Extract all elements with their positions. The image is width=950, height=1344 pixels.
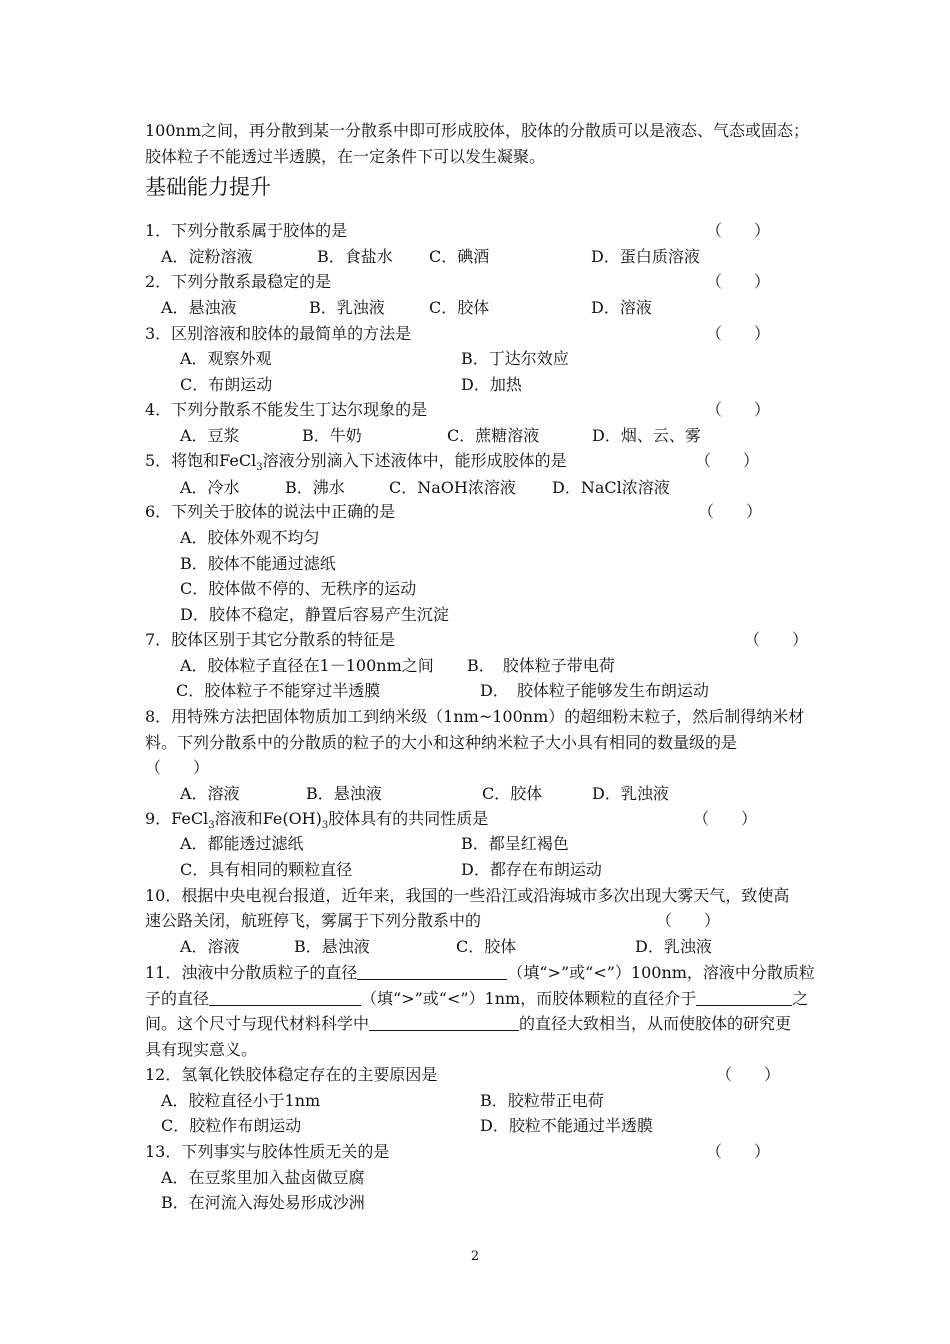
q2-option-d: D．溶液 [591,298,652,317]
q3-option-b: B．丁达尔效应 [461,349,569,368]
q3-option-a: A．观察外观 [180,349,272,368]
q7-stem: 7．胶体区别于其它分散系的特征是 [145,630,396,649]
q11-blank-2[interactable] [209,989,361,1006]
q4-option-b: B．牛奶 [302,426,362,445]
q2-option-a: A．悬浊液 [161,298,237,317]
q11-text-7: 的直径大致相当，从而使胶体的研究更 [519,1014,792,1033]
q9-answer-paren: （ ） [693,809,758,828]
q8-option-a: A．溶液 [180,784,240,803]
q3-stem: 3．区别溶液和胶体的最简单的方法是 [145,324,412,343]
q6-option-b: B．胶体不能通过滤纸 [180,554,336,573]
section-title: 基础能力提升 [145,175,271,199]
q7-answer-paren: （ ） [744,630,809,649]
q6-option-a: A．胶体外观不均匀 [180,528,320,547]
q8-option-c: C．胶体 [482,784,543,803]
q12-option-b: B．胶粒带正电荷 [480,1091,604,1110]
q13-option-b: B．在河流入海处易形成沙洲 [161,1193,365,1212]
q5-stem-part-1: 5．将饱和FeCl [145,451,257,470]
q3-option-d: D．加热 [461,375,522,394]
q5-option-b: B．沸水 [285,478,345,497]
intro-line-2: 胶体粒子不能透过半透膜，在一定条件下可以发生凝聚。 [145,147,546,166]
q3-answer-paren: （ ） [706,324,771,343]
q5-option-a: A．冷水 [180,478,240,497]
q7-option-c: C．胶体粒子不能穿过半透膜 [176,681,381,700]
q7-option-d: D． 胶体粒子能够发生布朗运动 [480,681,709,700]
q9-stem-part-2: 溶液和Fe(OH) [214,809,322,828]
q13-answer-paren: （ ） [706,1142,771,1161]
q11-line-1 [145,963,815,983]
q5-stem-subscript: 3 [256,462,263,474]
q2-option-c: C．胶体 [429,298,490,317]
q11-text-2: （填“>”或“<”）100nm，溶液中分散质粒 [507,963,815,982]
q4-option-a: A．豆浆 [180,426,240,445]
q8-line-2: 料。下列分散系中的分散质的粒子的大小和这种纳米粒子大小具有相同的数量级的是 [145,733,738,752]
q11-text-5: 之 [792,989,809,1008]
q10-option-d: D．乳浊液 [635,937,712,956]
page-number: 2 [470,1249,480,1264]
q12-option-a: A．胶粒直径小于1nm [161,1091,321,1110]
q7-option-a: A．胶体粒子直径在1－100nm之间 [180,656,434,675]
q9-stem-subscript-2: 3 [321,820,329,832]
q9-stem-subscript-1: 3 [208,820,215,832]
q8-option-b: B．悬浊液 [306,784,382,803]
q11-text-3: 子的直径 [145,989,210,1008]
q10-option-b: B．悬浊液 [294,937,370,956]
q9-stem-part-3: 胶体具有的共同性质是 [328,809,489,828]
q11-text-4: （填“>”或“<”）1nm，而胶体颗粒的直径介于 [361,989,697,1008]
q1-option-c: C．碘酒 [429,247,490,266]
q8-answer-paren: （ ） [145,758,210,777]
q11-blank-3[interactable] [696,989,792,1006]
q12-option-d: D．胶粒不能通过半透膜 [480,1116,653,1135]
q9-option-d: D．都存在布朗运动 [461,860,602,879]
q4-option-d: D．烟、云、雾 [592,426,701,445]
q1-answer-paren: （ ） [706,221,771,240]
q7-option-b: B． 胶体粒子带电荷 [467,656,615,675]
q9-option-b: B．都呈红褐色 [461,834,569,853]
q1-option-b: B．食盐水 [317,247,393,266]
q5-option-d: D．NaCl浓溶液 [552,478,670,497]
q4-option-c: C．蔗糖溶液 [447,426,540,445]
q11-text-6: 间。这个尺寸与现代材料科学中 [145,1014,370,1033]
q5-stem-part-2: 溶液分别滴入下述液体中，能形成胶体的是 [262,451,567,470]
q6-stem: 6．下列关于胶体的说法中正确的是 [145,502,396,521]
q4-stem: 4．下列分散系不能发生丁达尔现象的是 [145,400,428,419]
q4-answer-paren: （ ） [706,400,771,419]
q12-option-c: C．胶粒作布朗运动 [161,1116,302,1135]
q8-line-1: 8．用特殊方法把固体物质加工到纳米级（1nm~100nm）的超细粉末粒子，然后制得纳米材 [145,707,805,726]
q5-option-c: C．NaOH浓溶液 [389,478,516,497]
q13-option-a: A．在豆浆里加入盐卤做豆腐 [161,1168,365,1187]
q1-option-d: D．蛋白质溶液 [591,247,700,266]
q10-option-a: A．溶液 [180,937,240,956]
q6-answer-paren: （ ） [698,502,763,521]
q1-option-a: A．淀粉溶液 [161,247,253,266]
q11-blank-4[interactable] [369,1014,519,1031]
intro-line-1: 100nm之间，再分散到某一分散系中即可形成胶体，胶体的分散质可以是液态、气态或固态； [145,121,810,140]
q12-answer-paren: （ ） [716,1065,781,1084]
q11-blank-1[interactable] [357,963,507,980]
q11-line-3 [145,1014,810,1034]
q9-option-c: C．具有相同的颗粒直径 [180,860,353,879]
q5-answer-paren: （ ） [695,451,760,470]
q12-stem: 12．氢氧化铁胶体稳定存在的主要原因是 [145,1065,438,1084]
q10-answer-paren: （ ） [656,911,721,930]
q8-option-d: D．乳浊液 [592,784,669,803]
q10-line-2: 速公路关闭，航班停飞，雾属于下列分散系中的 [145,911,482,930]
q2-stem: 2．下列分散系最稳定的是 [145,272,332,291]
q6-option-c: C．胶体做不停的、无秩序的运动 [180,579,417,598]
q10-line-1: 10．根据中央电视台报道，近年来，我国的一些沿江或沿海城市多次出现大雾天气，致使高 [145,886,790,905]
q11-line-4: 具有现实意义。 [145,1040,258,1059]
q11-text-1: 11．浊液中分散质粒子的直径 [145,963,358,982]
q2-answer-paren: （ ） [706,272,771,291]
q9-stem-part-1: 9．FeCl [145,809,209,828]
q3-option-c: C．布朗运动 [180,375,273,394]
q9-option-a: A．都能透过滤纸 [180,834,304,853]
q13-stem: 13．下列事实与胶体性质无关的是 [145,1142,390,1161]
q1-stem: 1．下列分散系属于胶体的是 [145,221,348,240]
q2-option-b: B．乳浊液 [309,298,385,317]
q10-option-c: C．胶体 [456,937,517,956]
q6-option-d: D．胶体不稳定，静置后容易产生沉淀 [180,605,449,624]
q11-line-2 [145,989,810,1009]
